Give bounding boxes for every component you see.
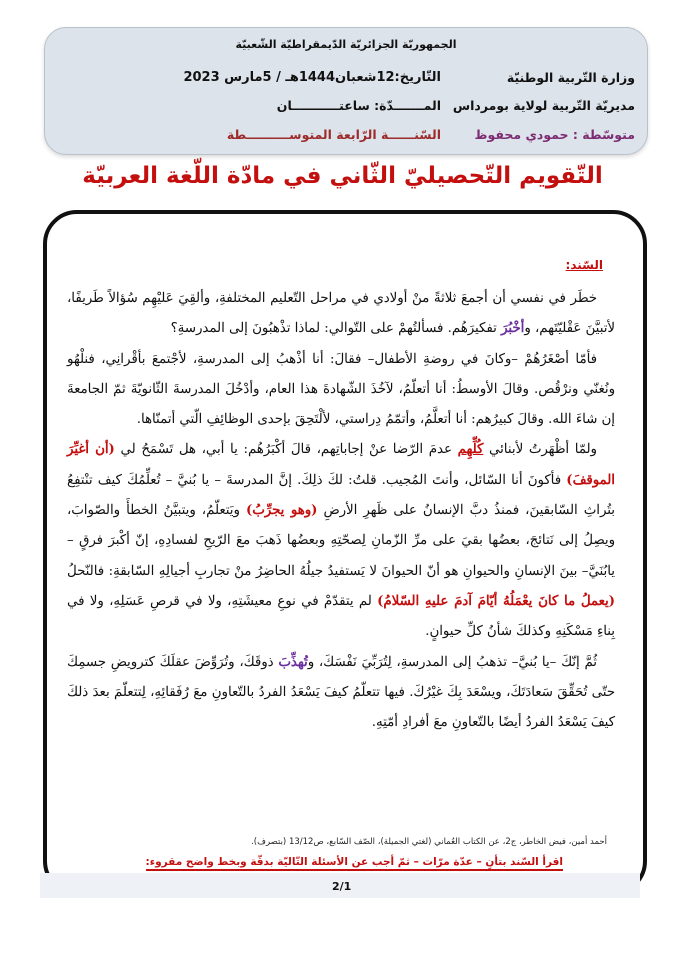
paragraph-1 xyxy=(67,284,615,345)
school-name: متوسّطة : حمودي محفوظ xyxy=(474,127,635,142)
p3-underlined-word: كُلِّهِم xyxy=(457,442,484,458)
p4-text-c: ذوقَكَ، وتُرَوِّضَ عقلَكَ كترويضِ جسمِكَ حتّى تُحَقِّقَ سَعادَتَكَ، ويسْعَدَ بِكَ غيْرُكَ. فيها تتعلّمُ كيفَ يَسْعَدُ الفردُ بالتّعاونِ معَ رُفَقائِهِ، لِتتعلّمَ بعدَ ذلكَ كيفَ يَسْعَدُ الفردُ أيضًا بالتّعاونِ معَ أفرادِ أمّتِهِ. xyxy=(67,654,615,731)
p3-text-a: ولمّا أظْهَرتُ لأبنائي xyxy=(483,442,597,458)
p1-highlight: أخْبُرَ xyxy=(501,321,525,337)
p3-text-i: لم يتقدّمْ في نوعِ معيشَتِهِ، ولا في قرصِ عَسَلِهِ، ولا في بِناءِ مَسْكَنِهِ وكذلكَ شأنُ كلِّ حيوانٍ. xyxy=(67,593,615,640)
p3-text-c: عدمَ الرّضا عنْ إجاباتِهم، قالَ أكْبَرُهُم: يا أبي، هل تَسْمَحُ لي xyxy=(114,442,458,458)
paragraph-4 xyxy=(67,648,615,739)
ministry-label: وزارة التّربية الوطنيّة xyxy=(506,70,635,85)
p3-text-g: ويَتعلّمُ، ويتبيَّنُ الخطأَ والصّوابَ، ويصِلُ إلى نَتائجَ، بعضُها بقيَ على مرِّ الزّمانِ لِصحّتِهِ وبعضُها ذَهبَ معَ الرّيحِ لفسادِهِ، إنّ أكْبرَ فرقٍ –يابُنَيَّ– بينَ الإنسانِ والحيوانِ هو أنّ الحيوانَ لا يَستفيدُ جيلُهُ الحاضِرُ منْ تجاربِ أجيالِهِ السّابقةِ: فالنّحلُ xyxy=(67,503,615,579)
p3-text-e: فأكونَ أنا السّائل، وأنتَ المُجيب. قلتُ: لكَ ذلِكَ. إنَّ المدرسةَ – يا بُنيَّ – تُعلِّمُكَ كيف تنْتفِعُ بتُراثِ السّابقينَ، فمنذُ دبَّ الإنسانُ على ظَهرِ الأرضِ xyxy=(67,472,616,519)
reading-instruction: اقرأ السّند بتأنٍ – عدّة مرّات – ثمّ أجب عن الأسئلة التّاليّة بدقّة وبخط واضح مقروء: xyxy=(146,856,563,871)
p1-text-a: خطَر في نفسي أن أجمعَ ثلاثةً منْ أولادي في مراحل التّعليم المختلفةِ، وألقِيَ عَليْهِم سُؤالاً طَريفًا، لأتبيَّنَ عَقْليّتَهم، و xyxy=(67,291,615,337)
republic-title: الجمهوريّة الجزائريّة الدّيمقراطيّة الشّعبيّة xyxy=(235,38,457,51)
paragraph-3 xyxy=(67,435,615,647)
p3-highlight-1: (أن أغيِّرَ الموقفَ) xyxy=(67,442,615,488)
paragraph-2: فأمّا أصْغَرُهُمْ –وكانَ في روضةِ الأطفال– فقالَ: أنا أذْهبُ إلى المدرسةِ، لأجْتمعَ بأقْرانِي، فنلْهُو ونُغنّي ونرْقُص. وقالَ الأوسطُ: أنا أتعلّمُ، لآخُذَ الشّهادةَ هذا العام، وأدْخُلَ المدرسةَ الثّانويّةَ ثمّ الجامعةَ إن شاءَ الله. وقالَ كبيرُهم: أنا أتعلَّمُ، وأتمّمُ دِراستي، لألْتَحِقَ بإحدى الوظائِفِ الّتي أتمنّاها. xyxy=(67,351,615,428)
p4-highlight: تُهذِّبَ xyxy=(278,654,308,670)
passage-label: السّند: xyxy=(565,258,603,272)
passage-source: أحمد أمين، فيض الخاطر، ج2، عن الكتاب العُماني (لغتي الجميلة)، الصّف السّابع، ص13/12 (بتصرف). xyxy=(251,837,607,847)
exam-duration: المـــــــدّة: ساعتـــــــــــان xyxy=(276,98,441,113)
p3-highlight-2: (وهو يجرِّبُ) xyxy=(245,503,318,519)
p4-text-a: ثُمَّ إنّكَ –يا بُنيَّ– تذهبُ إلى المدرسةِ، لِتُرَبِّيَ نَفْسَكَ، و xyxy=(307,654,598,670)
page-number: 2/1 xyxy=(332,880,352,893)
exam-header xyxy=(44,27,648,155)
exam-title: التّقويم التّحصيليّ الثّاني في مادّة اللّغة العربيّة xyxy=(82,163,603,189)
p3-highlight-3: (يعملُ ما كانَ يعْمَلُهُ أيّامَ آدمَ عليهِ السّلامُ) xyxy=(377,593,616,609)
p1-text-c: تفكيرَهُم. فسألتُهمْ على التّوالي: لماذا تذْهبُونَ إلى المدرسةِ؟ xyxy=(170,321,502,337)
exam-date: التّاريخ:12شعبان1444هـ / 5مارس 2023 xyxy=(183,70,441,85)
class-level: السّنــــــة الرّابعة المتوســــــــــطة xyxy=(226,127,441,142)
passage-text xyxy=(67,284,615,738)
directorate-label: مديريّة التّربية لولاية بومرداس xyxy=(452,98,635,113)
